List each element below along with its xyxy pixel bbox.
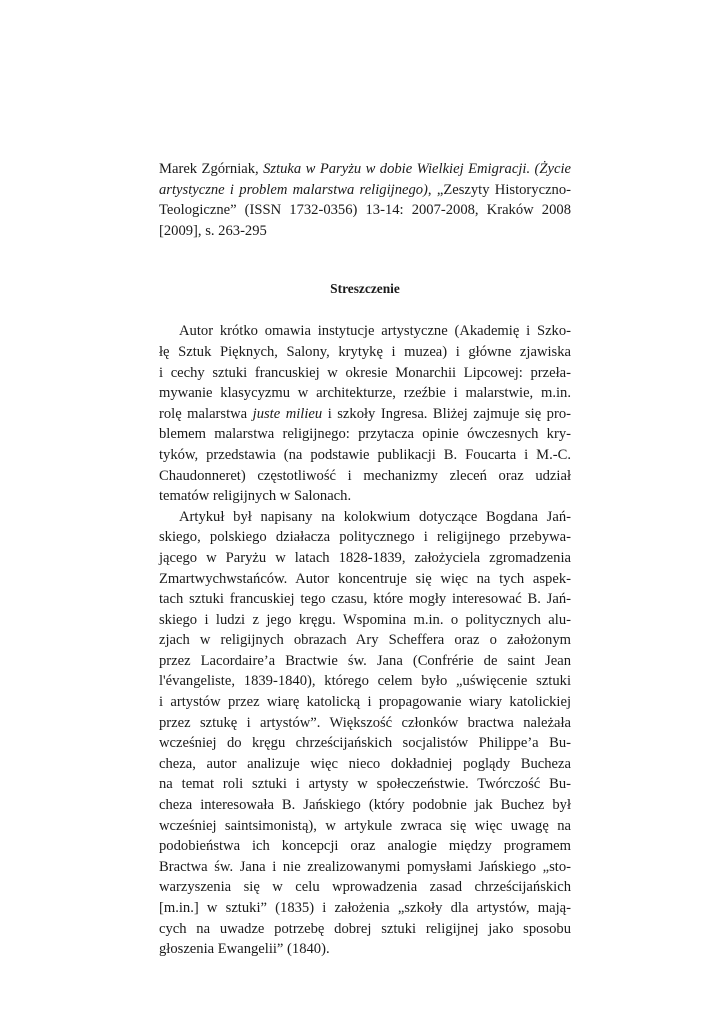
text-line: głoszenia Ewangelii” (1840). bbox=[159, 941, 330, 958]
text-line: mywanie klasycyzmu w architekturze, rzeźbie i malarstwie, m.in. bbox=[159, 385, 571, 402]
citation-line: Teologiczne” (ISSN 1732-0356) 13-14: 2007-2008, Kraków 2008 bbox=[159, 202, 571, 219]
text-fragment: i szkoły Ingresa. Bliżej zajmuje się pro- bbox=[322, 405, 571, 422]
paragraph-1 bbox=[159, 321, 571, 506]
text-line: cheza interesowała B. Jańskiego (który podobnie jak Buchez był bbox=[159, 797, 571, 814]
italic-term: juste milieu bbox=[252, 405, 323, 422]
text-line: Chaudonneret) częstotliwość i mechanizmy zleceń oraz udział bbox=[159, 467, 571, 484]
citation-journal: , „Zeszyty Historyczno- bbox=[427, 181, 571, 198]
text-line: cheza, autor analizuje więc nieco dokładniej poglądy Bucheza bbox=[159, 755, 571, 772]
text-line: tyków, przedstawia (na podstawie publikacji B. Foucarta i M.-C. bbox=[159, 446, 571, 463]
citation-line bbox=[159, 159, 571, 180]
text-line: wcześniej do kręgu chrześcijańskich socjalistów Philippe’a Bu- bbox=[159, 735, 571, 752]
text-line: zjach w religijnych obrazach Ary Scheffera oraz o założonym bbox=[159, 632, 571, 649]
text-line: skiego, polskiego działacza politycznego i religijnego przebywa- bbox=[159, 529, 571, 546]
text-line: na temat roli sztuki i artysty w społeczeństwie. Twórczość Bu- bbox=[159, 776, 571, 793]
text-line: i artystów przez wiarę katolicką i propagowanie wiary katolickiej bbox=[159, 694, 571, 711]
text-line: cych na uwadze potrzebę dobrej sztuki religijnej jako sposobu bbox=[159, 920, 571, 937]
citation-title: Sztuka w Paryżu w dobie Wielkiej Emigracji. (Życie bbox=[263, 161, 571, 177]
text-line: podobieństwa ich koncepcji oraz analogie między programem bbox=[159, 838, 571, 855]
text-line: blemem malarstwa religijnego: przytacza opinie ówczesnych kry- bbox=[159, 426, 571, 443]
text-fragment: rolę malarstwa bbox=[159, 405, 253, 422]
paragraph-2 bbox=[159, 507, 571, 960]
text-line: łę Sztuk Pięknych, Salony, krytykę i muzea) i główne zjawiska bbox=[159, 343, 571, 360]
text-line: Zmartwychwstańców. Autor koncentruje się więc na tych aspek- bbox=[159, 570, 571, 587]
text-line: i cechy sztuki francuskiej w okresie Monarchii Lipcowej: przeła- bbox=[159, 364, 571, 381]
text-line: Bractwa św. Jana i nie zrealizowanymi pomysłami Jańskiego „sto- bbox=[159, 858, 571, 875]
citation-title: artystyczne i problem malarstwa religijnego) bbox=[159, 181, 428, 198]
text-line: tematów religijnych w Salonach. bbox=[159, 488, 352, 505]
citation-line: [2009], s. 263-295 bbox=[159, 222, 267, 239]
text-line: warzyszenia się w celu wprowadzenia zasad chrześcijańskich bbox=[159, 879, 571, 896]
text-line: przez Lacordaire’a Bractwie św. Jana (Confrérie de saint Jean bbox=[159, 652, 571, 669]
citation-line bbox=[159, 180, 571, 201]
document-page bbox=[159, 159, 571, 960]
text-line: [m.in.] w sztuki” (1835) i założenia „szkoły dla artystów, mają- bbox=[159, 900, 571, 916]
text-line: przez sztukę i artystów”. Większość członków bractwa należała bbox=[159, 714, 571, 731]
citation-author: Marek Zgórniak, bbox=[159, 161, 264, 177]
section-heading: Streszczenie bbox=[330, 281, 400, 297]
text-line: tach sztuki francuskiej tego czasu, które mogły interesować B. Jań- bbox=[159, 591, 571, 608]
text-line: l'évangeliste, 1839-1840), którego celem było „uświęcenie sztuki bbox=[159, 673, 571, 690]
text-line: Artykuł był napisany na kolokwium dotyczące Bogdana Jań- bbox=[179, 508, 571, 525]
text-line: Autor krótko omawia instytucje artystyczne (Akademię i Szko- bbox=[179, 323, 571, 340]
citation-block bbox=[159, 159, 571, 241]
text-line: jącego w Paryżu w latach 1828-1839, założyciela zgromadzenia bbox=[159, 549, 571, 566]
text-line: wcześniej saintsimonistą), w artykule zwraca się więc uwagę na bbox=[159, 817, 571, 834]
text-line: skiego i ludzi z jego kręgu. Wspomina m.in. o politycznych alu- bbox=[159, 611, 571, 628]
text-line bbox=[159, 404, 571, 425]
abstract-body bbox=[159, 321, 571, 959]
